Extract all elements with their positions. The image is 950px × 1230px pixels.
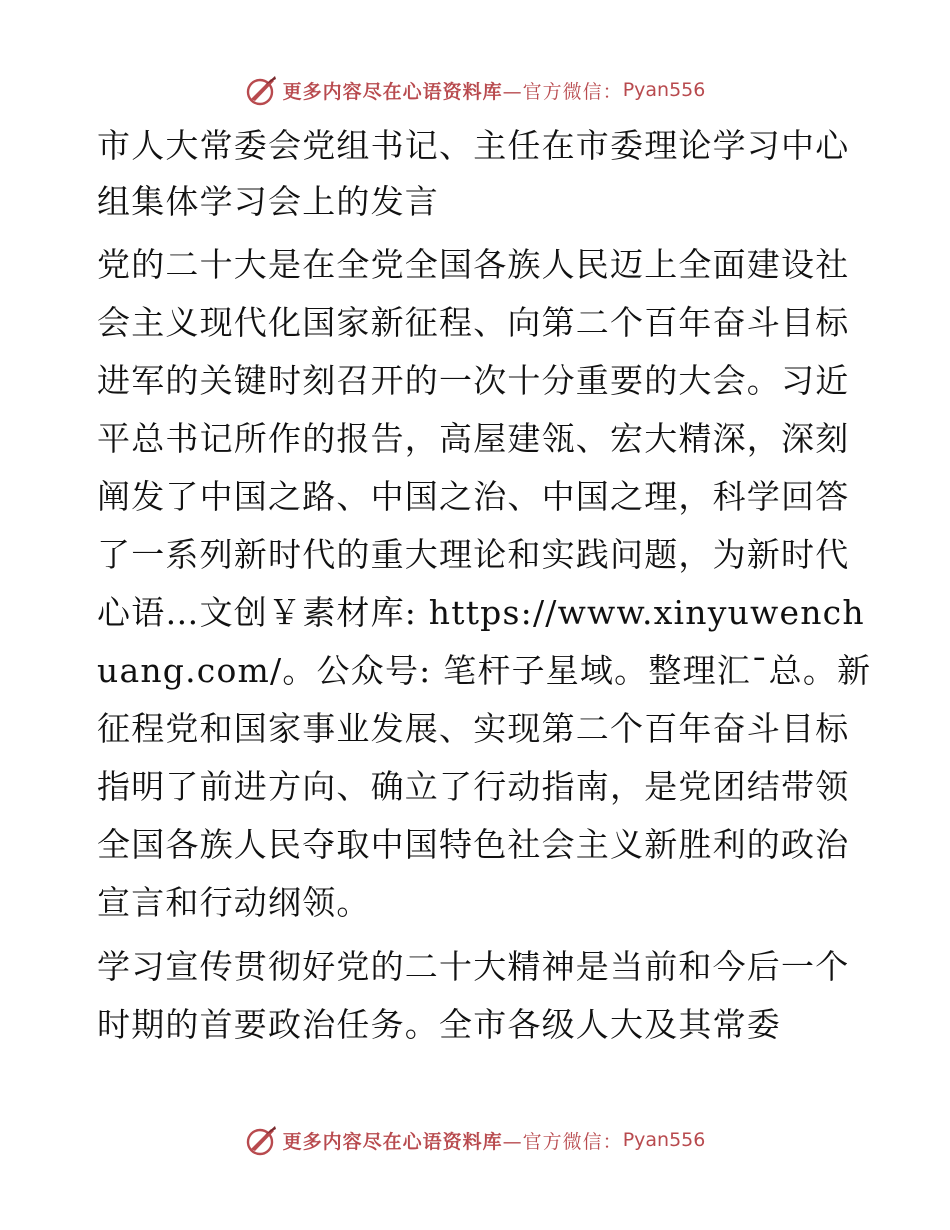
document-body <box>97 118 877 1054</box>
quill-logo-icon <box>245 1123 279 1157</box>
banner-separator-text: —官方微信： <box>502 1130 623 1153</box>
footer-watermark-banner <box>0 1120 950 1160</box>
paragraph-1: 党的二十大是在全党全国各族人民迈上全面建设社会主义现代化国家新征程、向第二个百年奋斗目标进军的关键时刻召开的一次十分重要的大会。习近平总书记所作的报告，高屋建瓴、宏大精深，深刻阐发了中国之路、中国之治、中国之理，科学回答了一系列新时代的重大理论和实践问题，为新时代心语…文创￥素材库: https://www.xinyuwenchuang.com/。公众号: 笔杆子星域。整理汇¯总。新征程党和国家事业发展、实现第二个百年奋斗目标指明了前进方向、确立了行动指南，是党团结带领全国各族人民夺取中国特色社会主义新胜利的政治宣言和行动纲领。 <box>97 245 872 922</box>
banner-wechat-id: Pyan556 <box>622 79 706 101</box>
document-title: 市人大常委会党组书记、主任在市委理论学习中心组集体学习会上的发言 <box>97 126 850 221</box>
banner-main-text: 更多内容尽在心语资料库 <box>282 80 503 103</box>
banner-separator-text: —官方微信： <box>502 80 623 103</box>
banner-main-text: 更多内容尽在心语资料库 <box>282 1130 503 1153</box>
quill-logo-icon <box>245 73 279 107</box>
header-watermark-banner <box>0 70 950 110</box>
banner-wechat-id: Pyan556 <box>622 1129 706 1151</box>
paragraph-2: 学习宣传贯彻好党的二十大精神是当前和今后一个时期的首要政治任务。全市各级人大及其常委 <box>97 947 850 1044</box>
